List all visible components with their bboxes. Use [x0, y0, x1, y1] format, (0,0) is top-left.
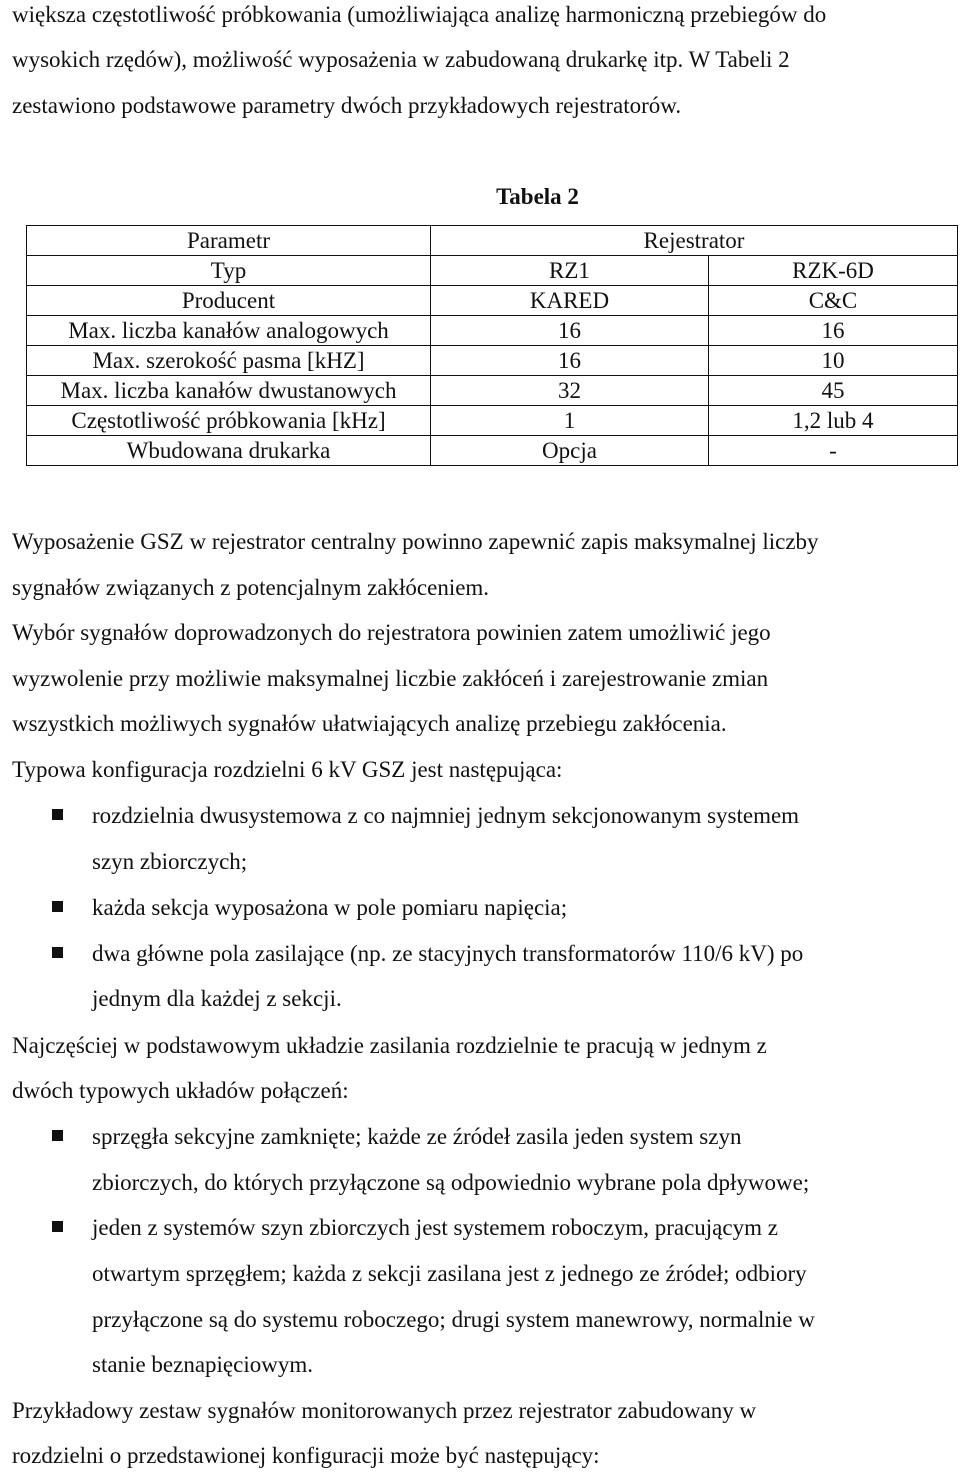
square-bullet-icon	[52, 901, 63, 912]
text-line: wyzwolenie przy możliwie maksymalnej liczbie zakłóceń i zarejestrowanie zmian	[12, 666, 769, 691]
list-item-text: stanie beznapięciowym.	[92, 1352, 313, 1377]
table-row	[27, 226, 958, 256]
square-bullet-icon	[52, 947, 63, 958]
list-item-text: każda sekcja wyposażona w pole pomiaru napięcia;	[92, 895, 568, 920]
table-cell: 16	[431, 346, 709, 376]
table-caption: Tabela 2	[496, 184, 579, 209]
square-bullet-icon	[52, 1221, 63, 1232]
table-cell: Max. liczba kanałów dwustanowych	[27, 376, 431, 406]
text-line: Wyposażenie GSZ w rejestrator centralny powinno zapewnić zapis maksymalnej liczby	[12, 529, 819, 554]
text-line: Typowa konfiguracja rozdzielni 6 kV GSZ jest następująca:	[12, 757, 563, 782]
table-cell: Częstotliwość próbkowania [kHz]	[27, 406, 431, 436]
table-cell: 10	[709, 346, 958, 376]
table-cell: Wbudowana drukarka	[27, 436, 431, 466]
table-cell: RZK-6D	[709, 256, 958, 286]
table-cell: 16	[431, 316, 709, 346]
table-cell: 32	[431, 376, 709, 406]
text-line: Wybór sygnałów doprowadzonych do rejestratora powinien zatem umożliwić jego	[12, 620, 771, 645]
list-item-text: szyn zbiorczych;	[92, 849, 248, 874]
text-line: Przykładowy zestaw sygnałów monitorowanych przez rejestrator zabudowany w	[12, 1398, 757, 1423]
list-item-text: otwartym sprzęgłem; każda z sekcji zasilana jest z jednego ze źródeł; odbiory	[92, 1261, 807, 1286]
table-header-cell: Rejestrator	[431, 226, 958, 256]
table-cell: Max. liczba kanałów analogowych	[27, 316, 431, 346]
text-line: większa częstotliwość próbkowania (umożliwiająca analizę harmoniczną przebiegów do	[12, 2, 827, 27]
list-item-text: rozdzielnia dwusystemowa z co najmniej jednym sekcjonowanym systemem	[92, 803, 800, 828]
table-cell: RZ1	[431, 256, 709, 286]
table-cell: Opcja	[431, 436, 709, 466]
table-row	[27, 406, 958, 436]
text-line: dwóch typowych układów połączeń:	[12, 1078, 349, 1103]
text-line: wysokich rzędów), możliwość wyposażenia w zabudowaną drukarkę itp. W Tabeli 2	[12, 47, 790, 72]
list-item-text: jeden z systemów szyn zbiorczych jest systemem roboczym, pracującym z	[92, 1215, 778, 1240]
table-row	[27, 286, 958, 316]
list-item-text: sprzęgła sekcyjne zamknięte; każde ze źródeł zasila jeden system szyn	[92, 1124, 742, 1149]
list-item-text: dwa główne pola zasilające (np. ze stacyjnych transformatorów 110/6 kV) po	[92, 941, 804, 966]
table-cell: 1	[431, 406, 709, 436]
text-line: sygnałów związanych z potencjalnym zakłóceniem.	[12, 575, 490, 600]
table-cell: KARED	[431, 286, 709, 316]
table-row	[27, 436, 958, 466]
parameters-table	[26, 225, 958, 466]
list-item-text: zbiorczych, do których przyłączone są odpowiednio wybrane pola dpływowe;	[92, 1170, 810, 1195]
list-item-text: przyłączone są do systemu roboczego; drugi system manewrowy, normalnie w	[92, 1307, 815, 1332]
table-cell: C&C	[709, 286, 958, 316]
table-cell: 16	[709, 316, 958, 346]
table-row	[27, 316, 958, 346]
square-bullet-icon	[52, 809, 63, 820]
table-header-cell: Parametr	[27, 226, 431, 256]
text-line: zestawiono podstawowe parametry dwóch przykładowych rejestratorów.	[12, 93, 682, 118]
text-line: rozdzielni o przedstawionej konfiguracji może być następujący:	[12, 1443, 600, 1468]
square-bullet-icon	[52, 1130, 63, 1141]
table-cell: 1,2 lub 4	[709, 406, 958, 436]
table-cell: Max. szerokość pasma [kHZ]	[27, 346, 431, 376]
table-row	[27, 376, 958, 406]
text-line: Najczęściej w podstawowym układzie zasilania rozdzielnie te pracują w jednym z	[12, 1033, 767, 1058]
table-cell: 45	[709, 376, 958, 406]
table-cell: Typ	[27, 256, 431, 286]
table-cell: -	[709, 436, 958, 466]
list-item-text: jednym dla każdej z sekcji.	[92, 986, 342, 1011]
table-row	[27, 256, 958, 286]
table-row	[27, 346, 958, 376]
table-cell: Producent	[27, 286, 431, 316]
text-line: wszystkich możliwych sygnałów ułatwiających analizę przebiegu zakłócenia.	[12, 711, 727, 736]
